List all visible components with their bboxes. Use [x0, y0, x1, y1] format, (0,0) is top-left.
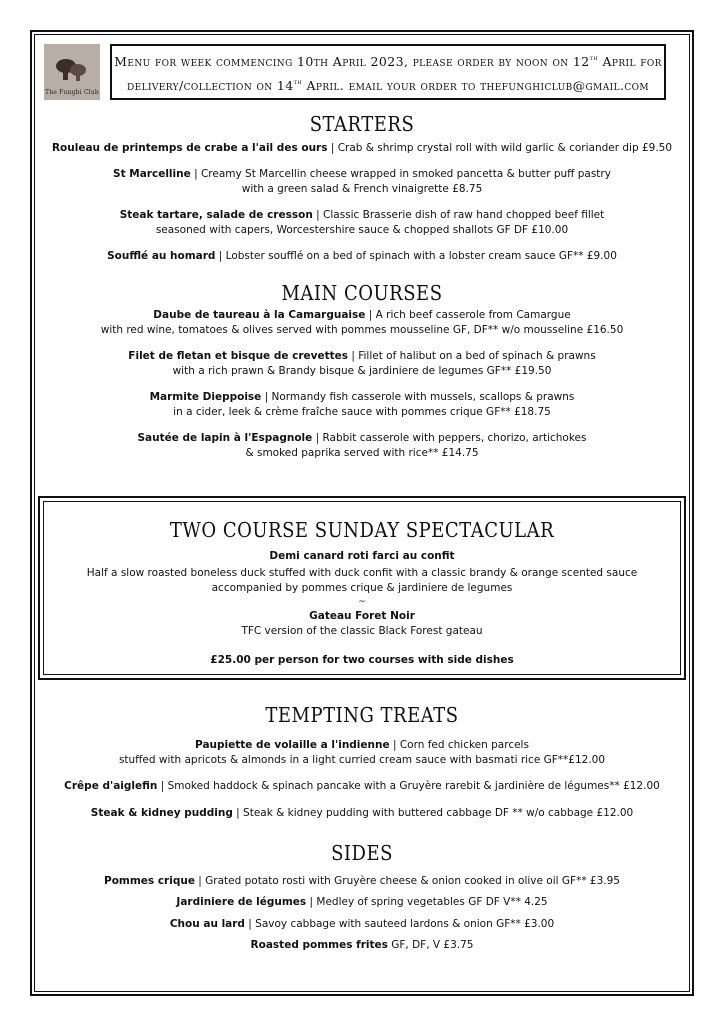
order-info-line-1: Menu for week commencing 10th April 2023, please order by noon on 12th April for: [114, 54, 662, 69]
sunday-special-heading: TWO COURSE SUNDAY SPECTACULAR: [169, 518, 555, 543]
sides-heading: SIDES: [331, 841, 393, 866]
sunday-price: £25.00 per person for two courses with side dishes: [210, 654, 514, 666]
funghi-club-logo: [44, 44, 100, 100]
main-course-item: Marmite Dieppoise | Normandy fish casserole with mussels, scallops & prawns in a cider, leek & crème fraîche sauce with pommes crique GF** £18.75: [149, 391, 575, 418]
side-item: Pommes crique | Grated potato rosti with Gruyère cheese & onion cooked in olive oil GF** £3.95: [104, 875, 620, 887]
main-course-item: Daube de taureau à la Camarguaise | A rich beef casserole from Camargue with red wine, tomatoes & olives served with pommes mousseline GF, DF** w/o mousseline £16.50: [100, 309, 624, 336]
sunday-main-desc-2: accompanied by pommes crique & jardiniere de legumes: [211, 582, 513, 594]
side-item: Jardiniere de légumes | Medley of spring vegetables GF DF V** 4.25: [176, 896, 548, 908]
main-course-item: Filet de fletan et bisque de crevettes | Fillet of halibut on a bed of spinach & prawns with a rich prawn & Brandy bisque & jardiniere de legumes GF** £19.50: [128, 350, 596, 377]
side-item: Chou au lard | Savoy cabbage with sauteed lardons & onion GF** £3.00: [169, 918, 555, 930]
sunday-dessert-desc: TFC version of the classic Black Forest gateau: [241, 625, 483, 637]
treat-item: Steak & kidney pudding | Steak & kidney pudding with buttered cabbage DF ** w/o cabbage £12.00: [90, 807, 634, 819]
starter-item: St Marcelline | Creamy St Marcellin cheese wrapped in smoked pancetta & butter puff pastry with a green salad & French vinaigrette £8.75: [113, 168, 611, 195]
side-item: Roasted pommes frites GF, DF, V £3.75: [250, 939, 474, 951]
sunday-separator: ~: [358, 597, 366, 607]
main-courses-heading: MAIN COURSES: [281, 281, 443, 306]
order-info-line-2: delivery/collection on 14th April. email your order to thefunghiclub@gmail.com: [126, 78, 650, 93]
starter-item: Rouleau de printemps de crabe a l'ail des ours | Crab & shrimp crystal roll with wild garlic & coriander dip £9.50: [51, 142, 673, 154]
starters-heading: STARTERS: [309, 112, 415, 137]
tempting-treats-heading: TEMPTING TREATS: [265, 703, 459, 728]
sunday-dessert-name: Gateau Foret Noir: [309, 610, 415, 622]
sunday-main-name: Demi canard roti farci au confit: [269, 550, 455, 562]
treat-item: Paupiette de volaille a l'indienne | Corn fed chicken parcels stuffed with apricots & almonds in a light curried cream sauce with basmati rice GF**£12.00: [118, 739, 606, 766]
starter-item: Steak tartare, salade de cresson | Classic Brasserie dish of raw hand chopped beef fillet seasoned with capers, Worcestershire sauce & chopped shallots GF DF £10.00: [119, 209, 605, 236]
treat-item: Crêpe d'aiglefin | Smoked haddock & spinach pancake with a Gruyère rarebit & jardinière de légumes** £12.00: [64, 780, 660, 792]
starter-item: Soufflé au homard | Lobster soufflé on a bed of spinach with a lobster cream sauce GF** £9.00: [107, 250, 617, 262]
order-info-box: [110, 44, 666, 100]
logo-text: The Funghi Club: [45, 89, 99, 96]
sunday-main-desc: Half a slow roasted boneless duck stuffed with duck confit with a classic brandy & orange scented sauce: [86, 567, 638, 579]
main-course-item: Sautée de lapin à l'Espagnole | Rabbit casserole with peppers, chorizo, artichokes & smoked paprika served with rice** £14.75: [137, 432, 587, 459]
